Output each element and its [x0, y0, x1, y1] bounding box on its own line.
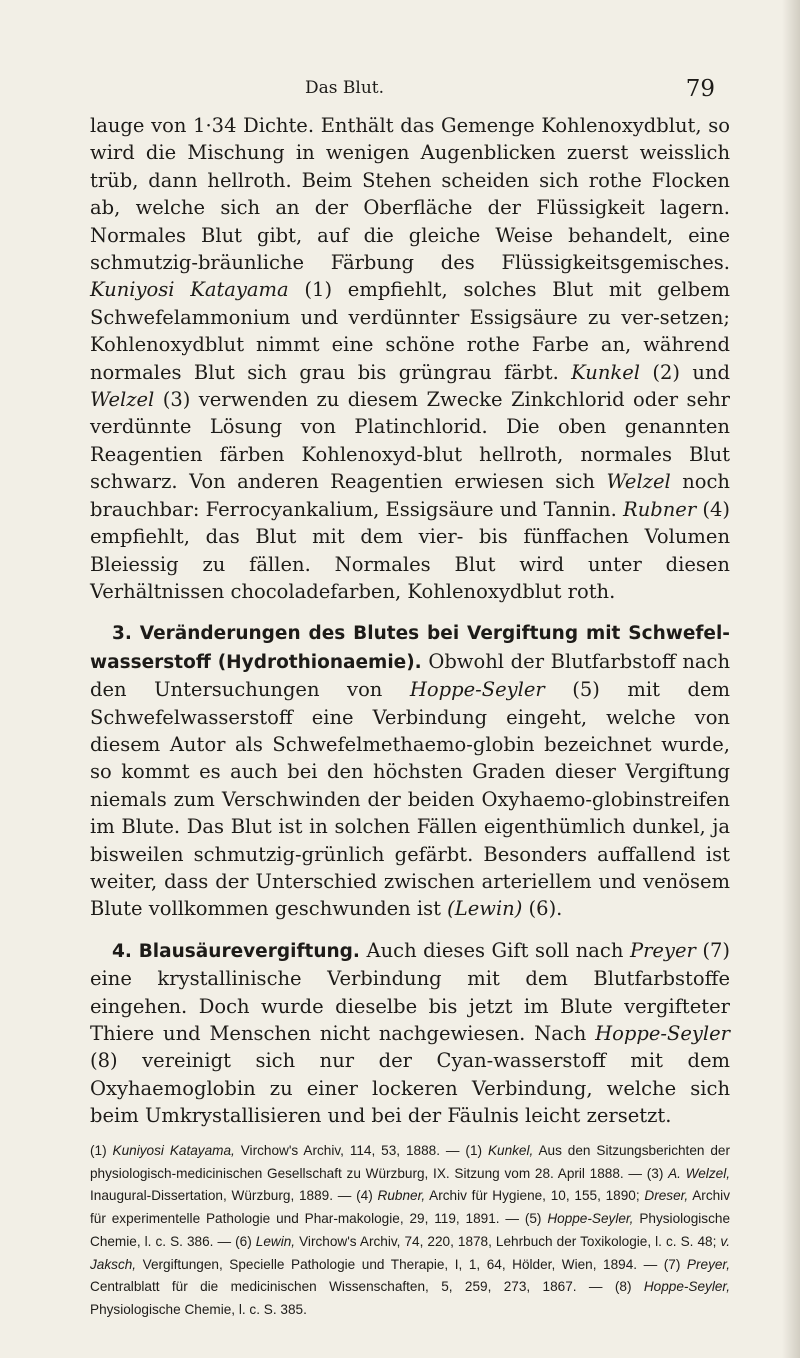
- note-text: Archiv für experimentelle Pathologie und Phar-makologie, 29, 119, 1891. — (5): [90, 1188, 730, 1227]
- note-text: Centralblatt für die medicinischen Wissenschaften, 5, 259, 273, 1867. — (8): [90, 1279, 644, 1295]
- author-name: Rubner: [623, 497, 697, 521]
- text-run: lauge von 1·34 Dichte. Enthält das Gemenge Kohlenoxydblut, so wird die Mischung in wenigen Augenblicken zuerst weisslich trüb, dann hellroth. Beim Stehen scheiden sich rothe Flocken ab, welche sich an der Oberfläche der Flüssigkeit lagern. Normales Blut gibt, auf die gleiche Weise behandelt, eine schmutzig-bräunliche Färbung des Flüssigkeitsgemisches.: [90, 114, 730, 275]
- text-run: (5) mit dem Schwefelwasserstoff eine Verbindung eingeht, welche von diesem Autor als Schwefelmethaemo-globin bezeichnet wurde, so kommt es auch bei den höchsten Graden dieser Vergiftung niemals zum Verschwinden der beiden Oxyhaemo-globinstreifen im Blute. Das Blut ist in solchen Fällen eigenthümlich dunkel, ja bisweilen schmutzig-grünlich gefärbt. Besonders auffallend ist weiter, dass der Unterschied zwischen arteriellem und venösem Blute vollkommen geschwunden ist: [90, 678, 730, 921]
- note-text: Virchow's Archiv, 74, 220, 1878, Lehrbuch der Toxikologie, l. c. S. 48;: [295, 1233, 721, 1249]
- note-author: Hoppe-Seyler,: [547, 1211, 634, 1227]
- text-run: (6).: [522, 897, 563, 921]
- note-text: Virchow's Archiv, 114, 53, 1888. — (1): [234, 1143, 488, 1158]
- note-author: A. Welzel,: [668, 1165, 730, 1181]
- author-name: Kunkel: [571, 360, 641, 384]
- note-text: Physiologische Chemie, l. c. S. 385.: [90, 1301, 307, 1317]
- text-run: (8) vereinigt sich nur der Cyan-wasserstoff mit dem Oxyhaemoglobin zu einer lockeren Verbindung, welche sich beim Umkrystallisieren und bei der Fäulnis leicht zersetzt.: [90, 1049, 730, 1128]
- running-title: Das Blut.: [305, 78, 385, 98]
- footnotes: [90, 1140, 730, 1322]
- text-run: (4) empfiehlt, das Blut mit dem vier- bis fünffachen Volumen Bleiessig zu fällen. Normales Blut wird unter diesen Verhältnissen chocoladefarben, Kohlenoxydblut roth.: [90, 497, 730, 603]
- author-name: Hoppe-Seyler: [409, 678, 545, 702]
- page-number: 79: [685, 76, 715, 102]
- author-name: Welzel: [90, 388, 155, 412]
- note-text: Vergiftungen, Specielle Pathologie und Therapie, I, 1, 64, Hölder, Wien, 1894. — (7): [136, 1256, 687, 1272]
- text-run: noch brauchbar: Ferrocyankalium, Essigsäure und Tannin.: [90, 470, 730, 521]
- note-text: (1): [90, 1143, 113, 1158]
- text-run: Obwohl der Blutfarbstoff nach den Untersuchungen von: [90, 649, 731, 702]
- text-run: (3) verwenden zu diesem Zwecke Zinkchlorid oder sehr verdünnte Lösung von Platinchlorid. Die oben genannten Reagentien färben Kohlenoxyd-blut hellroth, normales Blut schwarz. Von anderen Reagentien erwiesen sich: [90, 388, 730, 494]
- note-author: Rubner,: [377, 1188, 426, 1204]
- note-author: Dreser,: [644, 1188, 689, 1204]
- page-edge-shadow: [782, 0, 800, 1358]
- note-author: Kuniyosi Katayama,: [112, 1143, 235, 1158]
- text-run: (1) empfiehlt, solches Blut mit gelbem Schwefelammonium und verdünnter Essigsäure zu ver-setzen; Kohlenoxydblut nimmt eine schöne rothe Farbe an, während normales Blut sich grau bis grüngrau färbt.: [90, 278, 731, 384]
- section-4: [90, 937, 730, 1130]
- note-author: Hoppe-Seyler,: [643, 1279, 730, 1295]
- section-3: [90, 619, 730, 922]
- note-text: Archiv für Hygiene, 10, 155, 1890;: [425, 1188, 645, 1204]
- paragraph-continuation: [90, 112, 730, 605]
- note-author: Preyer,: [686, 1256, 730, 1272]
- author-name: Welzel: [606, 470, 671, 494]
- page-header: [0, 76, 800, 106]
- main-text: [90, 112, 730, 1130]
- text-run: (2) und: [640, 360, 730, 384]
- author-name: Preyer: [629, 938, 696, 962]
- text-run: Auch dieses Gift soll nach: [359, 938, 630, 962]
- section-heading: 4. Blausäurevergiftung.: [112, 940, 360, 962]
- author-name: Hoppe-Seyler: [595, 1022, 730, 1045]
- note-text: Aus den Sitzungsberichten der physiologisch-medicinischen Gesellschaft zu Würzburg, IX. Sitzung vom 28. April 1888. — (3): [90, 1143, 731, 1181]
- note-author: v. Jaksch,: [90, 1233, 730, 1272]
- footnote-block: [90, 1140, 730, 1322]
- note-author: Kunkel,: [487, 1143, 534, 1158]
- text-run: (7) eine krystallinische Verbindung mit dem Blutfarbstoffe eingehen. Doch wurde dieselbe bis jetzt im Blute vergifteter Thiere und Menschen nicht nachgewiesen. Nach: [90, 938, 730, 1045]
- section-heading: 3. Veränderungen des Blutes bei Vergiftung mit Schwefel-wasserstoff (Hydrothionaemie).: [90, 623, 730, 673]
- author-name: Kuniyosi Katayama: [90, 278, 289, 302]
- note-text: Physiologische Chemie, l. c. S. 386. — (6): [90, 1211, 731, 1249]
- author-name: (Lewin): [447, 897, 523, 921]
- note-author: Lewin,: [255, 1233, 296, 1249]
- note-text: Inaugural-Dissertation, Würzburg, 1889. — (4): [90, 1188, 378, 1204]
